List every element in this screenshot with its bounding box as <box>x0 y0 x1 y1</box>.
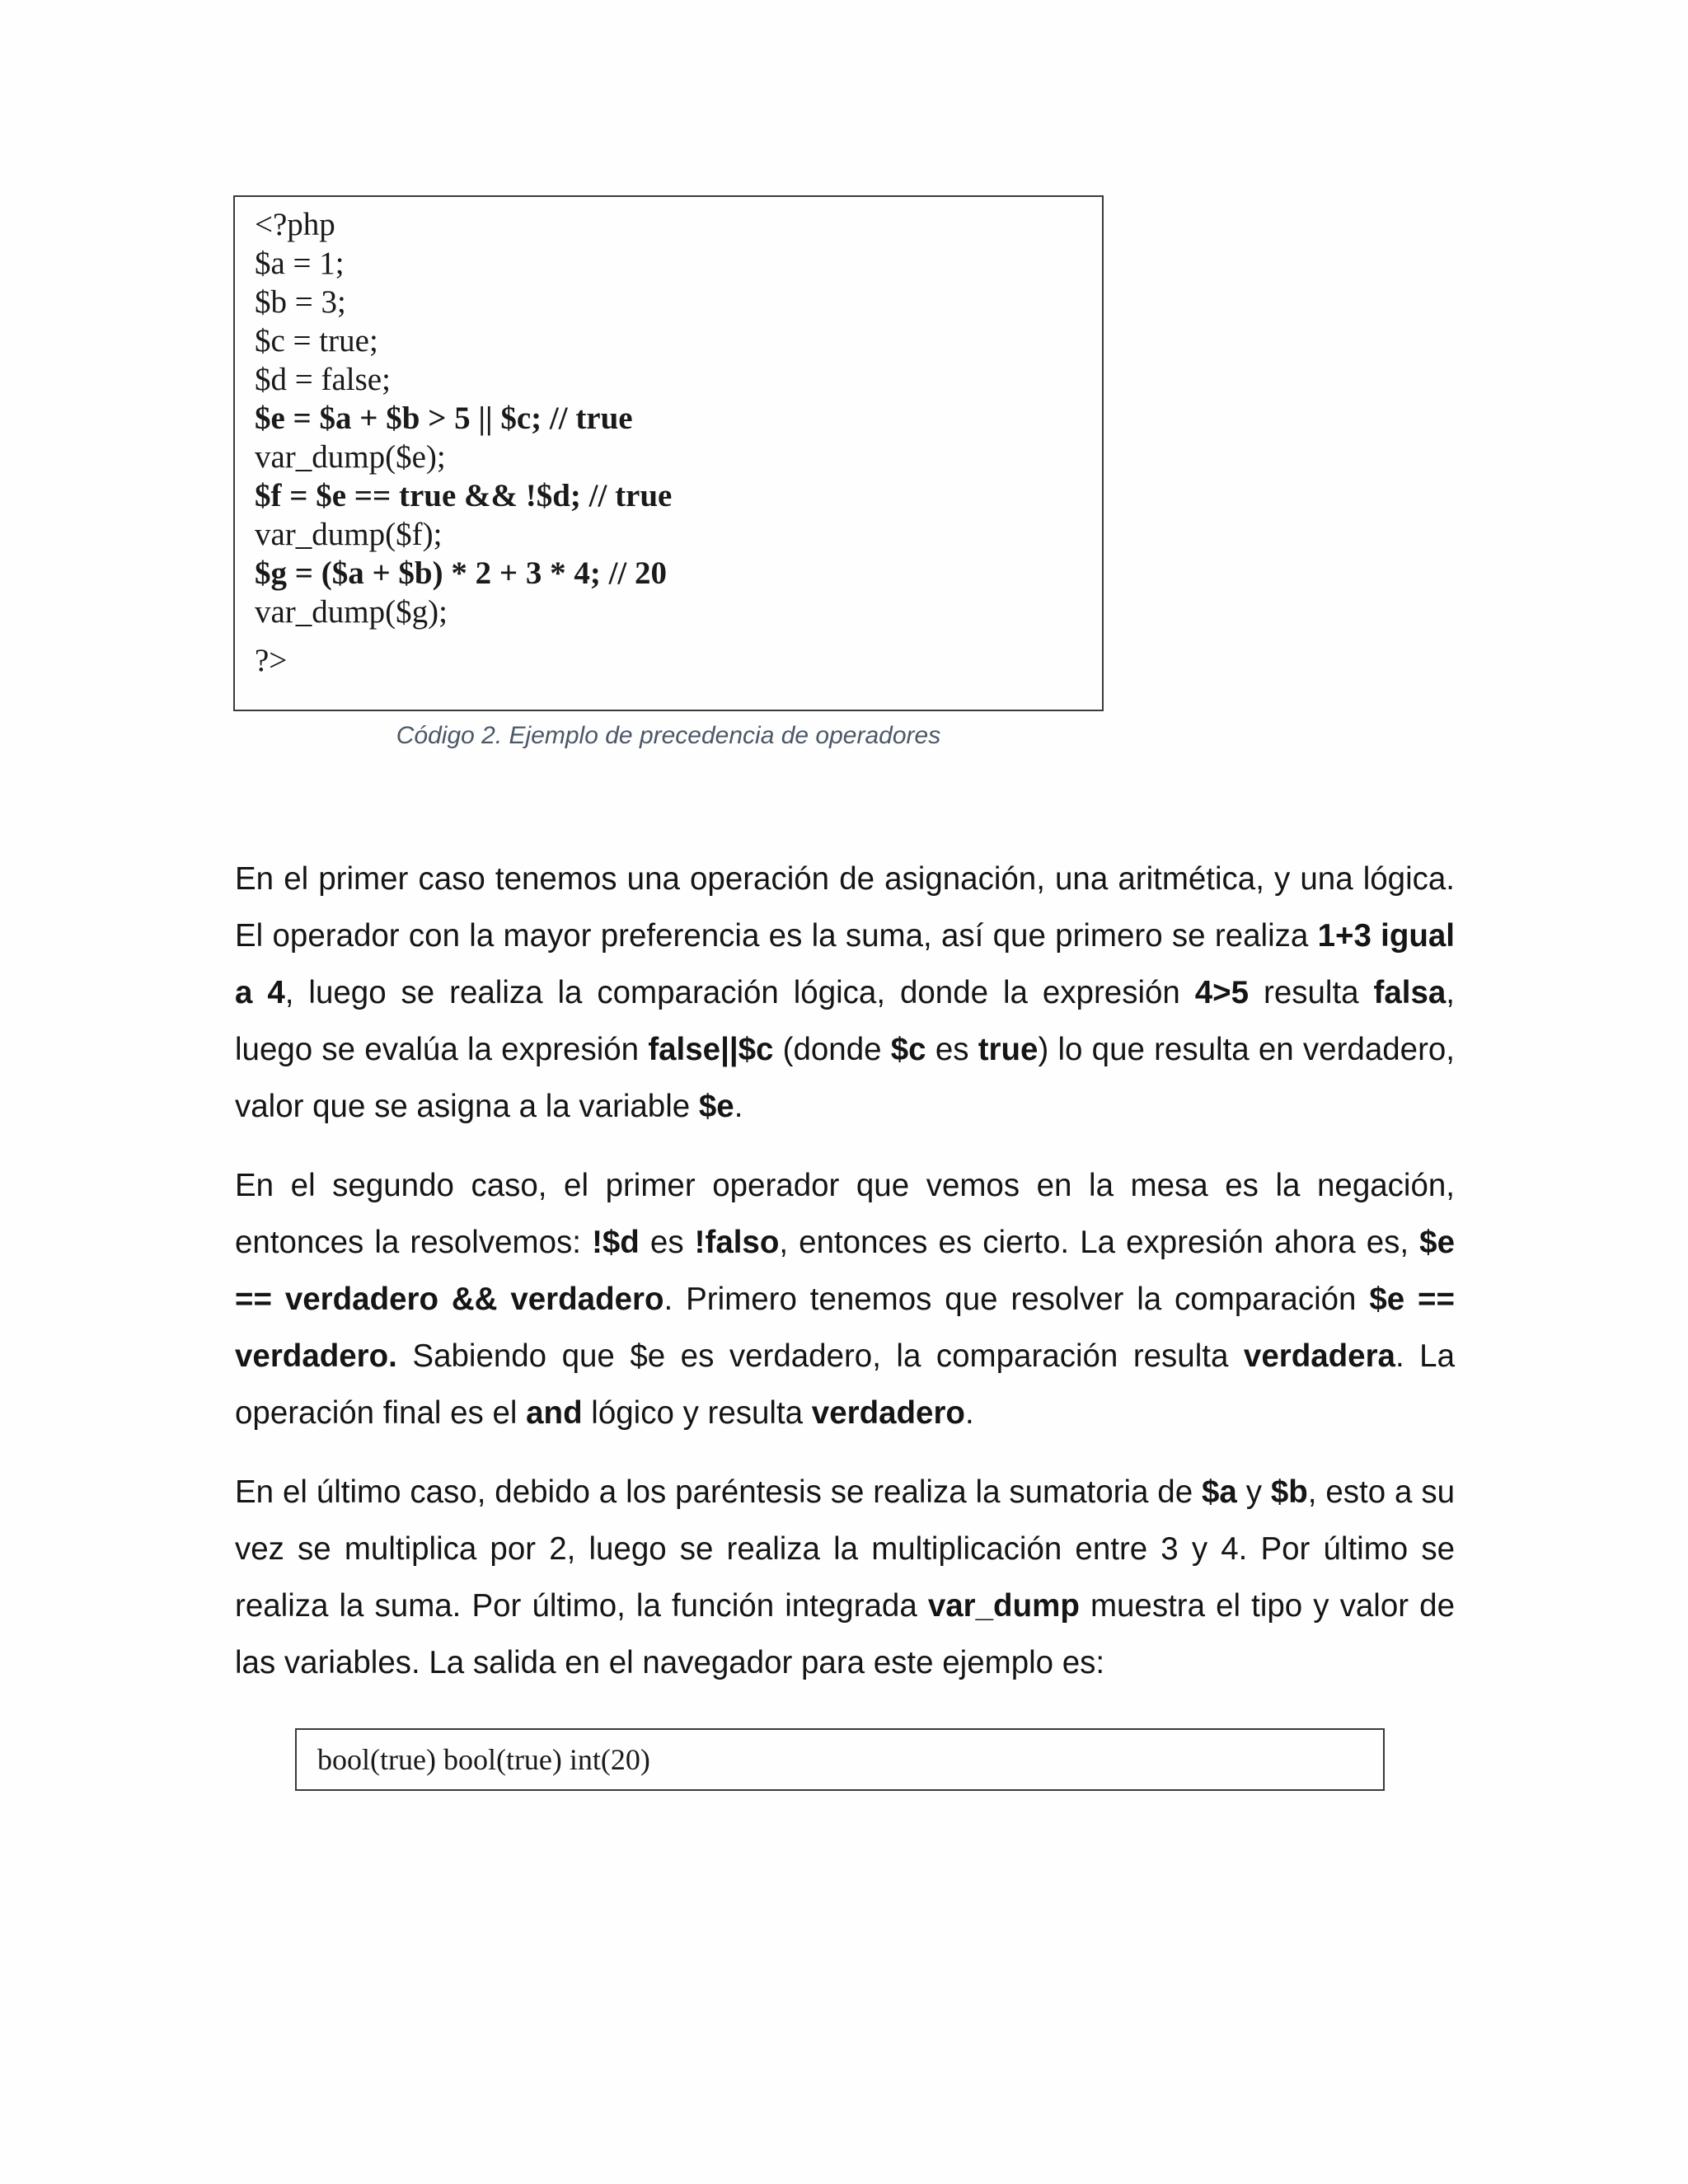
text-run: es <box>926 1032 978 1067</box>
code-line: $e = $a + $b > 5 || $c; // true <box>255 401 633 436</box>
text-run: muestra el tipo y valor de las variables. La salida en el navegador para este ejemplo es: <box>235 1588 1455 1680</box>
code-block <box>233 195 1104 711</box>
bold-text-run: !$d <box>592 1225 640 1260</box>
paragraph <box>235 851 1455 1135</box>
code-line: ?> <box>255 643 288 678</box>
bold-text-run: $c <box>890 1032 926 1067</box>
code-caption: Código 2. Ejemplo de precedencia de operadores <box>396 722 941 749</box>
code-line: var_dump($e); <box>255 439 446 475</box>
bold-text-run: false||$c <box>648 1032 774 1067</box>
text-run: . <box>734 1089 743 1124</box>
text-run: , entonces es cierto. La expresión ahora es, <box>779 1225 1420 1260</box>
bold-text-run: $b <box>1270 1474 1308 1510</box>
code-line: var_dump($f); <box>255 517 443 552</box>
bold-text-run: falsa <box>1373 975 1447 1010</box>
code-line: $a = 1; <box>255 246 345 281</box>
code-line: var_dump($g); <box>255 594 448 630</box>
bold-text-run: $e == verdadero && verdadero <box>235 1225 1455 1317</box>
bold-text-run: 1+3 igual a 4 <box>235 918 1456 1010</box>
text-run: . Primero tenemos que resolver la comparación <box>663 1282 1370 1317</box>
text-run: es <box>639 1225 695 1260</box>
bold-text-run: $a <box>1202 1474 1237 1510</box>
code-line: $b = 3; <box>255 284 346 320</box>
text-run: En el último caso, debido a los paréntesis se realiza la sumatoria de <box>235 1474 1203 1510</box>
bold-text-run: 4>5 <box>1194 975 1250 1010</box>
bold-text-run: true <box>978 1032 1039 1067</box>
paragraph <box>235 1157 1455 1441</box>
text-run: lógico y resulta <box>582 1395 812 1431</box>
body-text <box>235 851 1455 1713</box>
bold-text-run: $e == verdadero. <box>235 1282 1455 1374</box>
text-run: Sabiendo que $e es verdadero, la comparación resulta <box>396 1338 1244 1374</box>
bold-text-run: verdadero <box>811 1395 965 1431</box>
bold-text-run: !falso <box>694 1225 780 1260</box>
text-run: (donde <box>773 1032 891 1067</box>
code-line: $f = $e == true && !$d; // true <box>255 478 673 513</box>
text-run: , luego se evalúa la expresión <box>235 975 1455 1067</box>
bold-text-run: $e <box>698 1089 734 1124</box>
text-run: . La operación final es el <box>235 1338 1455 1431</box>
code-line: <?php <box>255 207 335 242</box>
code-line: $d = false; <box>255 362 391 397</box>
paragraph <box>235 1464 1455 1691</box>
text-run: , luego se realiza la comparación lógica, donde la expresión <box>284 975 1195 1010</box>
text-run: ) lo que resulta en verdadero, valor que se asigna a la variable <box>235 1032 1455 1124</box>
text-run: , esto a su vez se multiplica por 2, luego se realiza la multiplicación entre 3 y 4. Por último se realiza la suma. Por último, la función integrada <box>235 1474 1455 1624</box>
text-run: En el primer caso tenemos una operación de asignación, una aritmética, y una lógica. El operador con la mayor preferencia es la suma, así que primero se realiza <box>235 861 1455 954</box>
text-run: y <box>1236 1474 1271 1510</box>
code-line: $c = true; <box>255 323 378 359</box>
text-run: resulta <box>1249 975 1374 1010</box>
bold-text-run: and <box>526 1395 583 1431</box>
text-run: En el segundo caso, el primer operador que vemos en la mesa es la negación, entonces la resolvemos: <box>235 1168 1455 1260</box>
bold-text-run: verdadera <box>1243 1338 1395 1374</box>
bold-text-run: var_dump <box>927 1588 1080 1624</box>
text-run: . <box>964 1395 974 1431</box>
output-box: bool(true) bool(true) int(20) <box>295 1728 1385 1791</box>
code-line: $g = ($a + $b) * 2 + 3 * 4; // 20 <box>255 555 667 591</box>
